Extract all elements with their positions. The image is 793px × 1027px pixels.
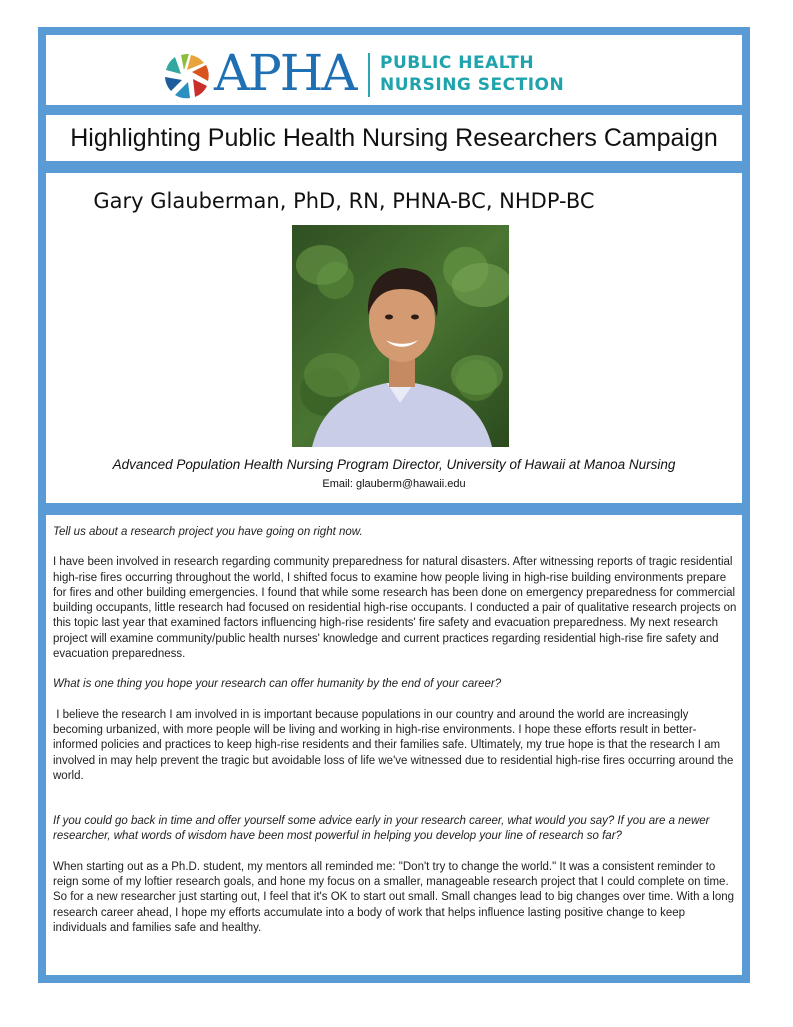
question-1: Tell us about a research project you have going on right now. [53, 526, 363, 538]
researcher-photo [292, 225, 509, 447]
researcher-name: Gary Glauberman, PhD, RN, PHNA-BC, NHDP-BC [93, 189, 595, 213]
section-line-2: NURSING SECTION [380, 75, 565, 95]
logo-divider [368, 53, 370, 97]
question-2: What is one thing you hope your research can offer humanity by the end of your career? [53, 678, 502, 691]
portrait-image [292, 225, 509, 447]
question-3: If you could go back in time and offer yourself some advice early in your research career, what would you say? If you are a newer researcher, what words of wisdom have been most powerful in helping you develop your line of research so far? [53, 815, 710, 843]
page-frame [38, 27, 750, 983]
section-line-1: PUBLIC HEALTH [380, 53, 535, 73]
interview-text [53, 525, 737, 936]
logo-banner [46, 35, 742, 105]
profile-box [46, 173, 742, 503]
researcher-email: Email: glauberm@hawaii.edu [322, 478, 466, 490]
answer-3: When starting out as a Ph.D. student, my mentors all reminded me: "Don't try to change the world." It was a consistent reminder to reign some of my loftier research goals, and hone my focus on a smaller, manageable research project that I could complete on time. So for a new researcher just starting out, I feel that it's OK to start out small. Small changes lead to big changes over time. With a long research career ahead, I hope my efforts accumulate into a body of work that helps influence lasting positive change to keep individuals and families safe and healthy. [53, 860, 735, 934]
researcher-position: Advanced Population Health Nursing Program Director, University of Hawaii at Manoa Nursing [112, 457, 676, 472]
campaign-title: Highlighting Public Health Nursing Researchers Campaign [70, 124, 718, 152]
campaign-title-box [46, 115, 742, 161]
interview-box [46, 515, 742, 975]
apha-wordmark: APHA [214, 44, 356, 102]
answer-1: I have been involved in research regarding community preparedness for natural disasters. After witnessing reports of tragic residential high-rise fires occurring throughout the world, I shifted focus to examine how people living in high-rise building environments prepare for fires and other building emergencies. I found that while some research has been done on emergency preparedness for commercial building occupants, little research had focused on residential high-rise occupants. I conducted a pair of qualitative research projects on this topic last year that examined factors influencing high-rise residents' fire safety and evacuation preparedness. My next research project will examine community/public health nurses' knowledge and current practices regarding residential high-rise fire safety and evacuation preparedness. [53, 556, 737, 661]
apha-logo-icon [163, 52, 211, 100]
section-name [380, 52, 564, 96]
answer-2: I believe the research I am involved in is important because populations in our country and around the world are increasingly becoming urbanized, with more people will be living and working in high-rise environments. I hope these efforts result in better-informed policies and practices to keep high-rise residents and their families safe. Ultimately, my true hope is that the research I am involved in may help prevent the tragic but avoidable loss of life we've witnessed due to residential high-rise fires occurring around the world. [53, 708, 737, 782]
